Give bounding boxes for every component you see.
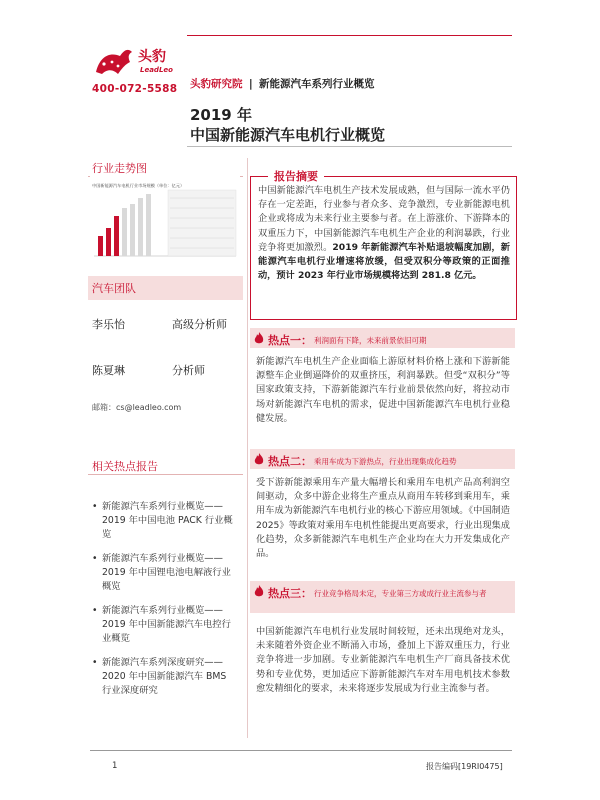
footer-rule [90,750,512,751]
page-number: 1 [112,761,118,771]
column-divider [247,158,248,738]
summary-label: 报告摘要 [268,168,324,184]
analyst-name: 李乐怡 [92,318,125,331]
flame-icon [252,452,266,466]
related-report-item[interactable]: • 新能源汽车系列深度研究——2020 年中国新能源汽车 BMS 行业深度研究 [92,656,238,698]
hotspot-subtitle: 乘用车成为下游热点，行业出现集成化趋势 [314,457,457,466]
analyst-role: 高级分析师 [172,318,227,331]
institute-name: 头豹研究院 [190,78,243,90]
related-report-item[interactable]: • 新能源汽车系列行业概览——2019 年中国新能源汽车电控行业概览 [92,604,238,646]
brand-name-cn: 头豹 [138,49,166,65]
related-section-rule [88,474,243,475]
hotspot-body: 受下游新能源乘用车产量大幅增长和乘用车电机产品高利润空间驱动，众多中游企业将生产重点从商用车转移到乘用车，乘用车成为新能源汽车电机行业的核心下游应用领域。《中国制造 2025》等政策对乘用车电机性能提出更高要求，行业出现集成化趋势，众多新能源汽车电机生产企业均在大力开发集成化产品。 [256,477,510,560]
flame-icon [252,584,266,598]
brand-name-en: LeadLeo [140,66,173,74]
chart-bar [106,228,111,256]
phone-number: 400-072-5588 [92,83,178,95]
report-title: 中国新能源汽车电机行业概览 [190,126,386,144]
header-bottom-rule [187,146,512,147]
analyst-name: 陈夏琳 [92,364,125,377]
hotspot-body: 新能源汽车电机生产企业面临上游原材料价格上涨和下游新能源整车企业倒逼降价的双重挤压，利润暴跌。但受“双积分”等国家政策支持，下游新能源汽车行业前景依然向好，将拉动市场对新能源汽车电机的需求，促进中国新能源汽车电机行业稳健发展。 [256,356,510,424]
chart-caption: 中国新能源汽车电机行业市场规模（单位：亿元） [92,183,185,188]
hotspot-subtitle: 行业竞争格局未定，专业第三方或成行业主流参与者 [314,589,487,598]
chart-bar [146,194,151,256]
trend-chart [90,176,240,264]
related-report-item[interactable]: • 新能源汽车系列行业概览——2019 年中国电池 PACK 行业概览 [92,500,238,542]
hotspot-subtitle: 利润面有下降，未来前景依旧可期 [314,336,427,345]
series-line [190,76,375,91]
related-report-item[interactable]: • 新能源汽车系列行业概览——2019 年中国锂电池电解液行业概览 [92,552,238,594]
chart-bar [138,198,143,256]
hotspot-label: 热点一： [268,334,312,347]
trend-section-title: 行业走势图 [92,162,147,175]
analyst-role: 分析师 [172,364,205,377]
leadleo-logo [92,42,182,82]
contact-email[interactable]: 邮箱：cs@leadleo.com [92,403,182,412]
leopard-icon [92,42,182,82]
chart-bar [130,204,135,256]
summary-text [258,184,510,283]
chart-bar [114,216,119,256]
related-report-list [92,500,238,708]
series-name: 新能源汽车系列行业概览 [259,78,375,90]
report-year: 2019 年 [190,106,252,124]
hotspot-body: 中国新能源汽车电机行业发展时间较短，还未出现绝对龙头，未来随着外资企业不断涌入市场，叠加上下游双重压力，行业竞争将进一步加剧。专业新能源汽车电机生产厂商具备技术优势和专业优势，更加适应下游新能源汽车对车用电机技术参数愈发精细化的要求，未来将逐步发展成为行业主流参与者。 [256,626,510,694]
series-separator: | [248,78,253,90]
hotspot-label: 热点三： [268,587,312,600]
summary-highlight: 2019 年新能源汽车补贴退坡幅度加剧，新能源汽车电机行业增速将放缓，但受双积分等政策的正面推动，预计 2023 年行业市场规模将达到 281.8 亿元。 [258,241,510,282]
report-code: 报告编码[19RI0475] [426,762,503,771]
flame-icon [252,331,266,345]
chart-bar [98,236,103,256]
team-section-title: 汽车团队 [92,282,136,295]
summary-body: 中国新能源汽车电机生产技术发展成熟，但与国际一流水平仍存在一定差距，行业参与者众多、竞争激烈，专业新能源电机企业或将成为未来行业主要参与者。在上游涨价、下游降本的双重压力下，中国新能源汽车电机生产企业的利润暴跌，行业竞争将更加激烈。 [258,185,510,253]
header-top-rule [187,35,512,36]
chart-side-table [168,190,236,256]
chart-bar [122,208,127,256]
hotspot-label: 热点二： [268,455,312,468]
related-section-title: 相关热点报告 [92,460,158,473]
